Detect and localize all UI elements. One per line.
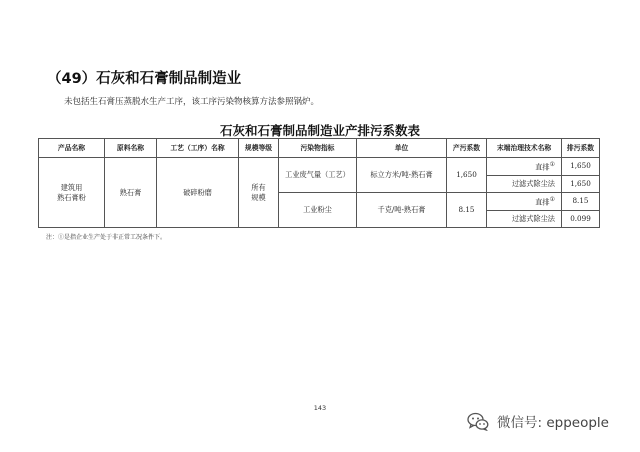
header-pollutant: 污染物指标 xyxy=(279,139,357,158)
cell-emission: 1,650 xyxy=(562,158,600,176)
section-title: （49）石灰和石膏制品制造业 xyxy=(47,71,242,87)
header-scale: 规模等级 xyxy=(239,139,279,158)
wechat-watermark xyxy=(467,411,609,431)
cell-process: 破碎粉磨 xyxy=(157,158,239,228)
cell-treatment: 过滤式除尘法 xyxy=(487,210,562,228)
cell-emission: 0.099 xyxy=(562,210,600,228)
cell-pollutant: 工业废气量（工艺） xyxy=(279,158,357,193)
header-unit: 单位 xyxy=(357,139,447,158)
header-process: 工艺（工序）名称 xyxy=(157,139,239,158)
wechat-id: 微信号: eppeople xyxy=(497,415,609,431)
emission-coefficient-table xyxy=(38,138,600,228)
cell-emission: 1,650 xyxy=(562,175,600,193)
footnote-mark: ① xyxy=(549,196,555,204)
cell-raw-material: 熟石膏 xyxy=(105,158,157,228)
cell-product: 建筑用 熟石膏粉 xyxy=(39,158,105,228)
cell-unit: 千克/吨-熟石膏 xyxy=(357,193,447,228)
cell-treatment: 直排① xyxy=(487,193,562,211)
intro-text: 未包括生石膏压蒸脱水生产工序，该工序污染物核算方法参照锅炉。 xyxy=(64,97,320,107)
header-treatment: 末端治理技术名称 xyxy=(487,139,562,158)
cell-treatment: 过滤式除尘法 xyxy=(487,175,562,193)
table-row xyxy=(39,158,600,176)
cell-treatment: 直排① xyxy=(487,158,562,176)
table-title: 石灰和石膏制品制造业产排污系数表 xyxy=(219,123,420,138)
cell-generation: 8.15 xyxy=(447,193,487,228)
wechat-icon xyxy=(467,412,489,431)
cell-scale: 所有 规模 xyxy=(239,158,279,228)
header-product: 产品名称 xyxy=(39,139,105,158)
footnote-mark: ① xyxy=(549,161,555,169)
cell-pollutant: 工业粉尘 xyxy=(279,193,357,228)
header-raw-material: 原料名称 xyxy=(105,139,157,158)
page-number: 143 xyxy=(313,404,327,412)
cell-unit: 标立方米/吨-熟石膏 xyxy=(357,158,447,193)
header-generation-coefficient: 产污系数 xyxy=(447,139,487,158)
cell-emission: 8.15 xyxy=(562,193,600,211)
footnote: 注：①是指企业生产处于非正常工况条件下。 xyxy=(46,234,167,241)
cell-generation: 1,650 xyxy=(447,158,487,193)
header-emission-coefficient: 排污系数 xyxy=(562,139,600,158)
table-header-row xyxy=(39,139,600,158)
